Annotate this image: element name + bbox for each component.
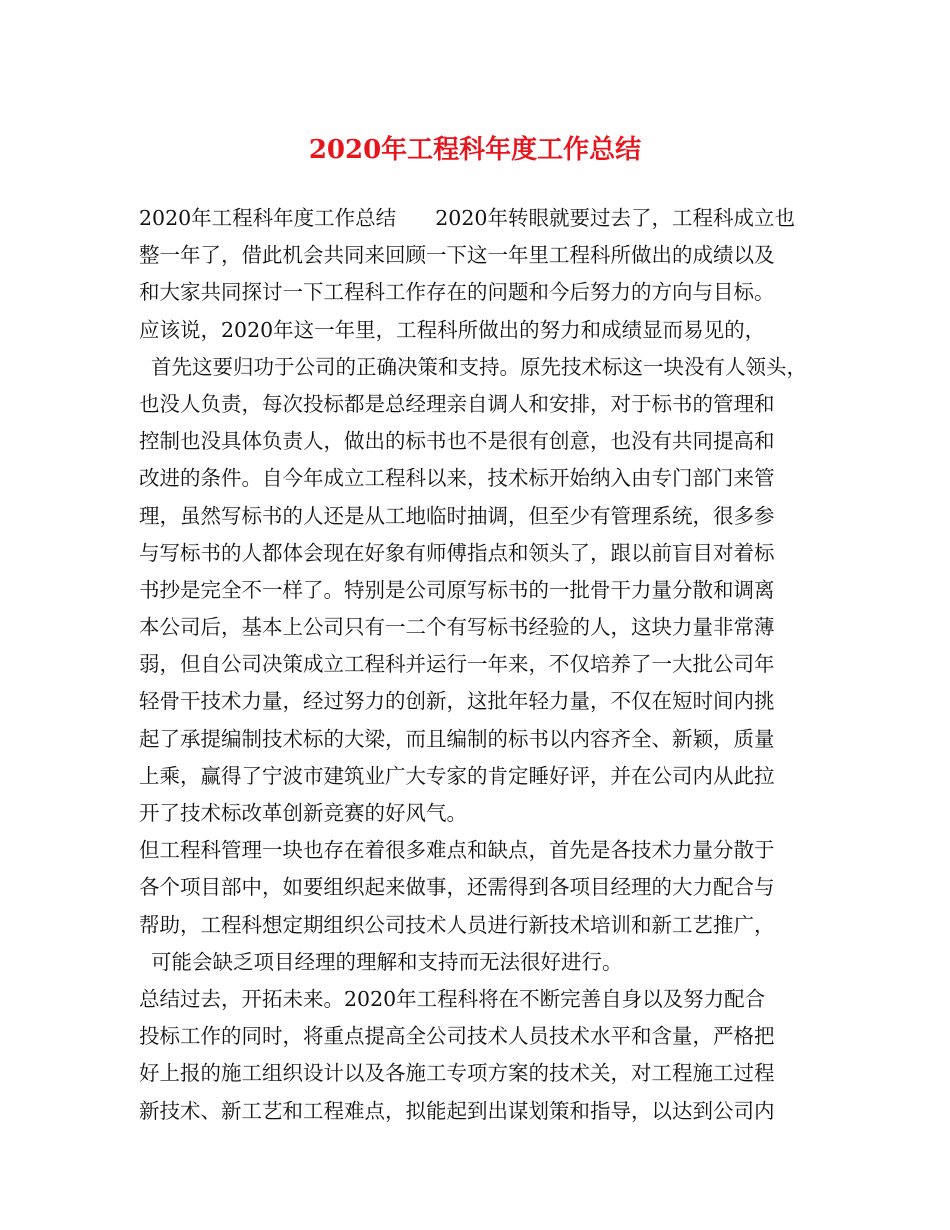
body-line: 也没人负责，每次投标都是总经理亲自调人和安排，对于标书的管理和 — [139, 391, 775, 416]
body-line: 书抄是完全不一样了。特别是公司原写标书的一批骨干力量分散和调离 — [139, 577, 775, 602]
body-line: 应该说，2020年这一年里，工程科所做出的努力和成绩显而易见的， — [139, 317, 766, 342]
body-line: 帮助，工程科想定期组织公司技术人员进行新技术培训和新工艺推广， — [139, 912, 775, 937]
body-line: 起了承提编制技术标的大梁，而且编制的标书以内容齐全、新颖，质量 — [139, 726, 775, 751]
body-line: 但工程科管理一块也存在着很多难点和缺点，首先是各技术力量分散于 — [139, 838, 775, 863]
body-line: 改进的条件。自今年成立工程科以来，技术标开始纳入由专门部门来管 — [139, 466, 775, 491]
body-line: 轻骨干技术力量，经过努力的创新，这批年轻力量，不仅在短时间内挑 — [139, 689, 775, 714]
body-line: 整一年了，借此机会共同来回顾一下这一年里工程科所做出的成绩以及 — [139, 243, 775, 268]
body-line: 控制也没具体负责人，做出的标书也不是很有创意，也没有共同提高和 — [139, 429, 775, 454]
document-body — [139, 200, 819, 1130]
body-line: 投标工作的同时，将重点提高全公司技术人员技术水平和含量，严格把 — [139, 1024, 775, 1049]
body-line: 2020年工程科年度工作总结 2020年转眼就要过去了，工程科成立也 — [139, 206, 795, 230]
document-title: 2020年工程科年度工作总结 — [308, 135, 642, 165]
body-line: 各个项目部中，如要组织起来做事，还需得到各项目经理的大力配合与 — [139, 875, 775, 900]
body-line: 首先这要归功于公司的正确决策和支持。原先技术标这一块没有人领头， — [151, 354, 807, 379]
body-line: 新技术、新工艺和工程难点，拟能起到出谋划策和指导，以达到公司内 — [139, 1098, 775, 1123]
body-line: 可能会缺乏项目经理的理解和支持而无法很好进行。 — [151, 949, 623, 974]
body-line: 本公司后，基本上公司只有一二个有写标书经验的人，这块力量非常薄 — [139, 615, 775, 640]
body-line: 和大家共同探讨一下工程科工作存在的问题和今后努力的方向与目标。 — [139, 280, 775, 305]
body-line: 理，虽然写标书的人还是从工地临时抽调，但至少有管理系统，很多参 — [139, 503, 775, 528]
body-line: 总结过去，开拓未来。2020年工程科将在不断完善自身以及努力配合 — [139, 986, 766, 1011]
body-line: 好上报的施工组织设计以及各施工专项方案的技术关，对工程施工过程 — [139, 1061, 775, 1086]
body-line: 上乘，赢得了宁波市建筑业广大专家的肯定睡好评，并在公司内从此拉 — [139, 763, 775, 788]
body-line: 开了技术标改革创新竞赛的好风气。 — [139, 801, 467, 825]
body-line: 弱，但自公司决策成立工程科并运行一年来，不仅培养了一大批公司年 — [139, 652, 775, 677]
body-line: 与写标书的人都体会现在好象有师傅指点和领头了，跟以前盲目对着标 — [139, 540, 775, 565]
